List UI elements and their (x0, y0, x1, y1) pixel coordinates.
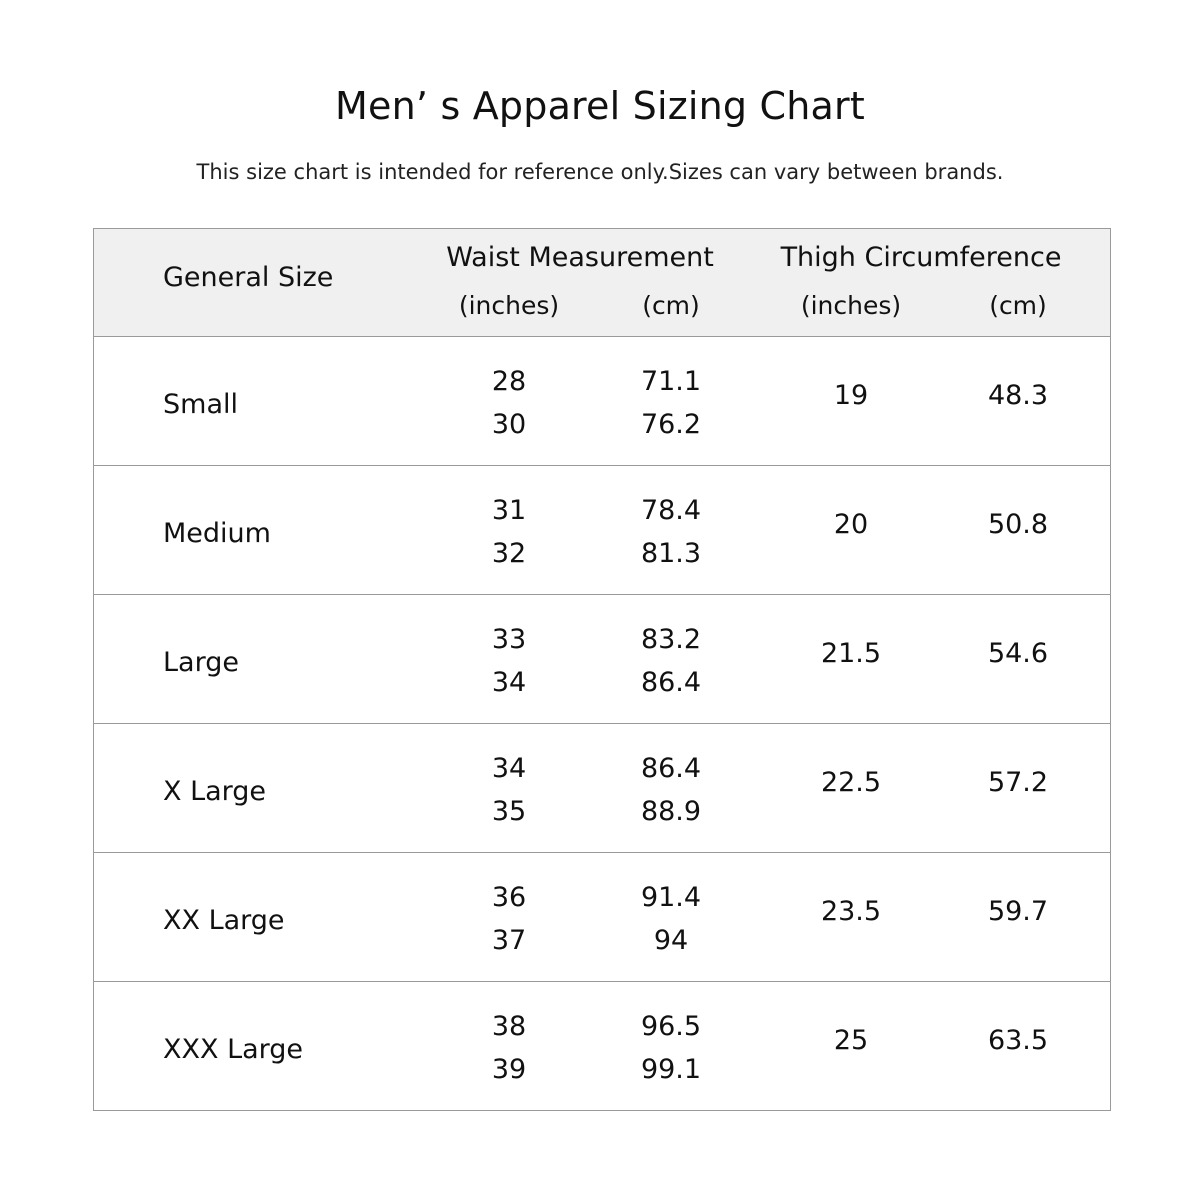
thigh-inches: 25 (833, 1025, 869, 1056)
waist-cm-max: 99.1 (640, 1054, 702, 1085)
waist-inches-max: 37 (491, 925, 527, 956)
page-title: Men’ s Apparel Sizing Chart (335, 84, 865, 128)
thigh-cm: 59.7 (987, 896, 1049, 927)
table-row (94, 595, 1110, 724)
waist-inches-max: 35 (491, 796, 527, 827)
waist-cm-max: 88.9 (640, 796, 702, 827)
thigh-inches: 23.5 (820, 896, 882, 927)
waist-cm-min: 86.4 (640, 753, 702, 784)
size-label: XX Large (163, 905, 285, 936)
waist-cm-max: 86.4 (640, 667, 702, 698)
waist-inches-min: 36 (491, 882, 527, 913)
waist-inches-min: 31 (491, 495, 527, 526)
waist-cm-max: 81.3 (640, 538, 702, 569)
waist-cm-max: 76.2 (640, 409, 702, 440)
waist-inches-min: 38 (491, 1011, 527, 1042)
size-label: Medium (163, 518, 271, 549)
waist-inches-min: 34 (491, 753, 527, 784)
thigh-inches: 20 (833, 509, 869, 540)
table-row (94, 337, 1110, 466)
table-row (94, 853, 1110, 982)
header-waist-cm: (cm) (642, 291, 700, 320)
size-label: Small (163, 389, 238, 420)
table-body (94, 337, 1110, 1111)
header-thigh-inches: (inches) (800, 291, 902, 320)
thigh-cm: 48.3 (987, 380, 1049, 411)
thigh-inches: 21.5 (820, 638, 882, 669)
waist-cm-min: 78.4 (640, 495, 702, 526)
thigh-cm: 50.8 (987, 509, 1049, 540)
thigh-cm: 57.2 (987, 767, 1049, 798)
size-label: Large (163, 647, 239, 678)
waist-cm-min: 71.1 (640, 366, 702, 397)
waist-cm-min: 91.4 (640, 882, 702, 913)
table-row (94, 724, 1110, 853)
waist-cm-min: 96.5 (640, 1011, 702, 1042)
thigh-cm: 54.6 (987, 638, 1049, 669)
header-waist-measurement: Waist Measurement (446, 242, 714, 273)
waist-inches-max: 32 (491, 538, 527, 569)
waist-inches-max: 30 (491, 409, 527, 440)
header-thigh-circumference: Thigh Circumference (780, 242, 1062, 273)
thigh-cm: 63.5 (987, 1025, 1049, 1056)
table-row (94, 982, 1110, 1111)
waist-cm-max: 94 (653, 925, 689, 956)
page-subtitle: This size chart is intended for reference only.Sizes can vary between brands. (196, 160, 1004, 184)
size-chart-table (93, 228, 1111, 1111)
waist-inches-min: 33 (491, 624, 527, 655)
waist-inches-min: 28 (491, 366, 527, 397)
table-row (94, 466, 1110, 595)
header-general-size: General Size (163, 262, 334, 293)
table-header (94, 229, 1110, 337)
size-label: XXX Large (163, 1034, 304, 1065)
thigh-inches: 19 (833, 380, 869, 411)
waist-cm-min: 83.2 (640, 624, 702, 655)
header-waist-inches: (inches) (458, 291, 560, 320)
waist-inches-max: 39 (491, 1054, 527, 1085)
waist-inches-max: 34 (491, 667, 527, 698)
thigh-inches: 22.5 (820, 767, 882, 798)
header-thigh-cm: (cm) (989, 291, 1047, 320)
size-label: X Large (163, 776, 267, 807)
